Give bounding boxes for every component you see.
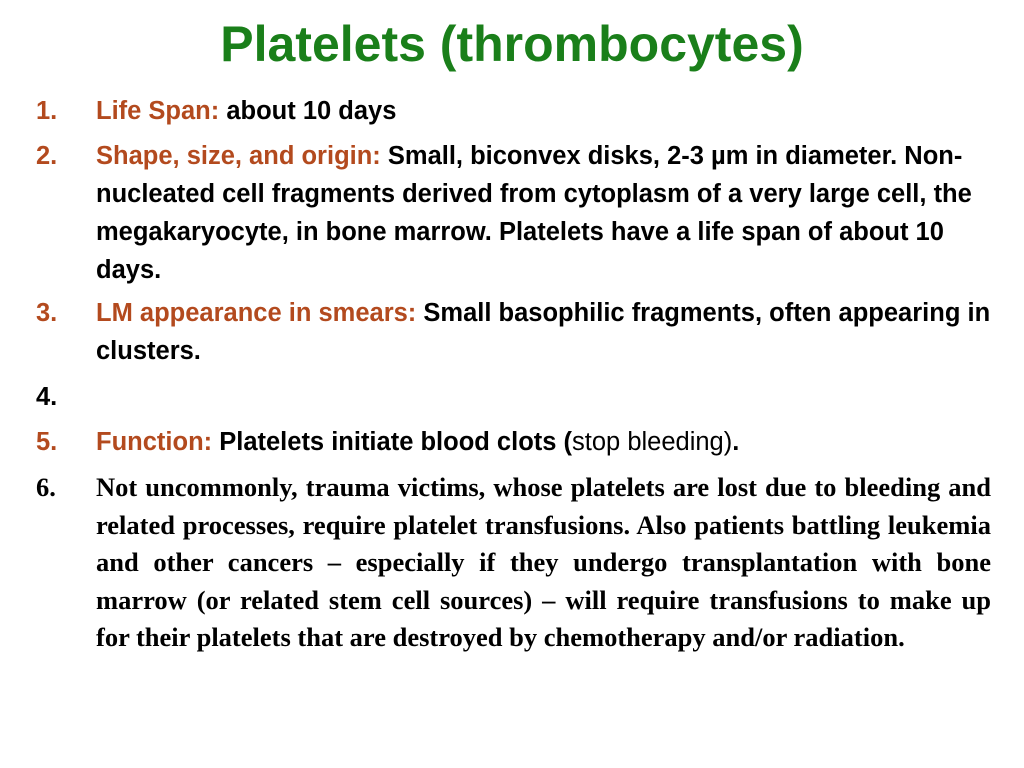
list-item-lm-appearance (36, 294, 991, 370)
item-body (96, 294, 991, 370)
item-parenthetical: stop bleeding) (572, 428, 733, 456)
item-text: Platelets initiate blood clots ( (212, 428, 573, 456)
item-body (96, 423, 991, 461)
item-body: Not uncommonly, trauma victims, whose platelets are lost due to bleeding and related processes, require platelet transfusions. Also patients battling leukemia and other cancers – especially if they undergo transplantation with bone marrow (or related stem cell sources) – will require transfusions to make up for their platelets that are destroyed by chemotherapy and/or radiation. (96, 472, 991, 652)
item-label: Shape, size, and origin: (96, 142, 381, 170)
item-label: LM appearance in smears: (96, 299, 417, 327)
item-number: 5. (36, 428, 58, 456)
item-label: Function: (96, 428, 213, 456)
slide-title: Platelets (thrombocytes) (220, 16, 804, 72)
item-number: 6. (36, 472, 56, 502)
item-text: Small, biconvex disks, 2-3 µm in diameter. Non-nucleated cell fragments derived from cytoplasm of a very large cell, the megakaryocyte, in bone marrow. Platelets have a life span of about 10 days. (96, 142, 972, 284)
item-number: 4. (36, 383, 58, 411)
item-label: Life Span: (96, 97, 220, 125)
item-text-end: . (732, 428, 740, 456)
item-number: 2. (36, 142, 58, 170)
item-text: about 10 days (219, 97, 397, 125)
item-body (96, 92, 991, 130)
list-item-shape-size-origin (36, 137, 991, 289)
item-number: 1. (36, 97, 58, 125)
item-text: Small basophilic fragments, often appearing in clusters. (96, 299, 991, 365)
list-item-life-span (36, 92, 991, 130)
item-body (96, 137, 991, 289)
item-number: 3. (36, 299, 58, 327)
list-item-transfusions (36, 469, 991, 657)
list-item-function (36, 423, 991, 461)
